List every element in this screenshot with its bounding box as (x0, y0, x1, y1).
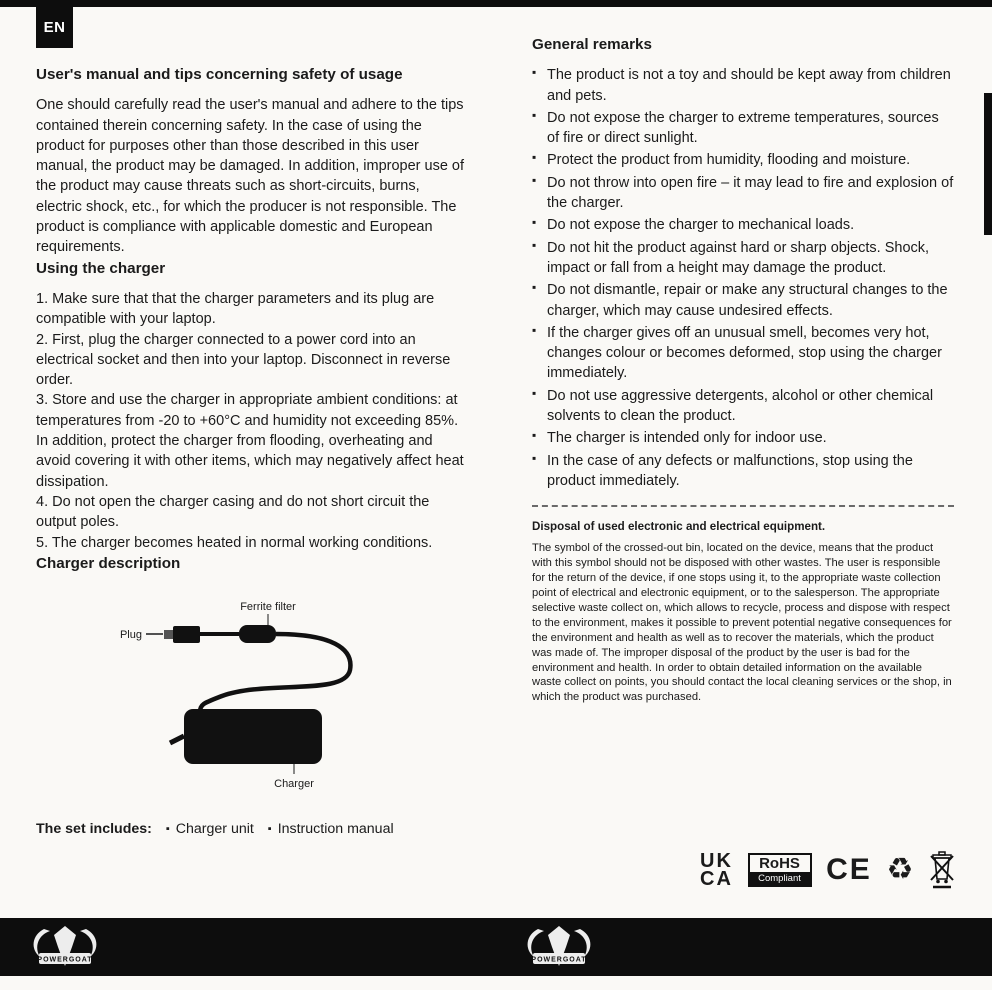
ukca-line1: UK (700, 849, 733, 872)
charger-brick (184, 709, 322, 764)
certification-marks (700, 845, 956, 895)
using-charger-steps (36, 289, 468, 553)
right-edge-strip (984, 93, 992, 235)
weee-crossed-bin-icon (928, 850, 956, 890)
general-remarks-title: General remarks (532, 36, 652, 53)
ukca-line2: CA (700, 868, 733, 890)
remark-item: ▪ The charger is intended only for indoor use. (532, 428, 954, 448)
square-bullet-icon: ▪ (165, 823, 170, 836)
plug-label: Plug (119, 629, 142, 642)
ukca-mark (700, 849, 733, 890)
remark-item: ▪ Do not hit the product against hard or sharp objects. Shock, impact or fall from a height may damage the product. (532, 238, 954, 279)
charger-description-title: Charger description (36, 554, 181, 572)
recycle-icon: ♻ (886, 853, 914, 886)
remark-item: ▪ Do not dismantle, repair or make any structural changes to the charger, which may cause undesired effects. (532, 280, 954, 321)
remark-item: ▪ The product is not a toy and should be kept away from children and pets. (532, 65, 954, 106)
step-item: 5. The charger becomes heated in normal working conditions. (36, 534, 433, 551)
remark-item: ▪ Do not use aggressive detergents, alcohol or other chemical solvents to clean the product. (532, 386, 954, 427)
rohs-mark (748, 853, 812, 887)
plug-body (173, 626, 200, 643)
powergoat-wordmark: POWERGOAT (37, 956, 93, 964)
remark-item: ▪ In the case of any defects or malfunctions, stop using the product immediately. (532, 451, 954, 492)
ferrite-filter (239, 625, 276, 643)
square-bullet-icon: ▪ (267, 823, 272, 836)
set-includes-label: The set includes: (36, 821, 152, 838)
disposal-text: The symbol of the crossed-out bin, located on the device, means that the product with this symbol should not be disposed with other wastes. The user is responsible for the return of the device, if one stops using it, to the appropriate waste collection point of electrical and electronic equipment, or to the salesperson. The appropriate selective waste collect on, which allows to recycle, process and dispose with respect to the environment, makes it possible to prevent potential negative consequences for the environment and health as well as to recover the materials, which the product was made of. The improper disposal of the product by the user is bad for the environment and health. In order to obtain detailed information on the available waste collect on points, you should contact the local cleaning services or the shop, in which the product was purchased. (532, 542, 952, 704)
footer-bar (0, 918, 992, 976)
dashed-divider (532, 505, 954, 507)
remark-item: ▪ Protect the product from humidity, flooding and moisture. (532, 150, 954, 170)
ferrite-filter-label: Ferrite filter (240, 601, 296, 614)
set-includes-line (36, 820, 468, 840)
remark-item: ▪ Do not expose the charger to mechanical loads. (532, 215, 954, 235)
right-column (532, 34, 954, 705)
charger-output-stub (170, 736, 184, 743)
remark-item: ▪ Do not throw into open fire – it may lead to fire and explosion of the charger. (532, 173, 954, 214)
charger-cable (200, 634, 350, 712)
set-includes-items (156, 821, 394, 837)
charger-label: Charger (274, 778, 314, 791)
general-remarks-list (532, 65, 954, 491)
plug-tip (164, 630, 173, 639)
charger-diagram (36, 596, 468, 796)
ce-mark: CE (826, 853, 872, 886)
step-item: 1. Make sure that that the charger parameters and its plug are compatible with your laptop. (36, 290, 435, 328)
set-includes-item: ▪ Charger unit (165, 821, 254, 838)
remark-item: ▪ Do not expose the charger to extreme temperatures, sources of fire or direct sunlight. (532, 108, 954, 149)
rohs-subtitle: Compliant (750, 872, 810, 885)
remark-item: ▪ If the charger gives off an unusual smell, becomes very hot, changes colour or becomes deformed, stop using the charger immediately. (532, 323, 954, 384)
powergoat-wordmark: POWERGOAT (531, 956, 587, 964)
left-column (36, 64, 468, 840)
set-includes-item: ▪ Instruction manual (267, 821, 394, 838)
disposal-title: Disposal of used electronic and electrical equipment. (532, 520, 826, 534)
powergoat-logo (28, 923, 102, 971)
language-badge: EN (36, 7, 73, 48)
rohs-title: RoHS (759, 855, 800, 872)
step-item: 3. Store and use the charger in appropriate ambient conditions: at temperatures from -20 to +60°C and humidity not exceeding 85%. In addition, protect the charger from flooding, overheating and avoid covering it with other items, which may negatively affect heat dissipation. (36, 392, 464, 490)
top-black-bar (0, 0, 992, 7)
step-item: 2. First, plug the charger connected to a power cord into an electrical socket and then into your laptop. Disconnect in reverse order. (36, 331, 451, 389)
intro-paragraph: One should carefully read the user's manual and adhere to the tips contained therein concerning safety. In the case of using the product for purposes other than those described in this user manual, the product may be damaged. In addition, improper use of the product may cause threats such as short-circuits, burns, electric shock, etc., for which the producer is not responsible. The product is compliance with applicable domestic and European requirements. (36, 97, 465, 256)
using-charger-title: Using the charger (36, 259, 166, 277)
powergoat-logo (522, 923, 596, 971)
left-title: User's manual and tips concerning safety of usage (36, 66, 403, 83)
step-item: 4. Do not open the charger casing and do not short circuit the output poles. (36, 493, 430, 531)
